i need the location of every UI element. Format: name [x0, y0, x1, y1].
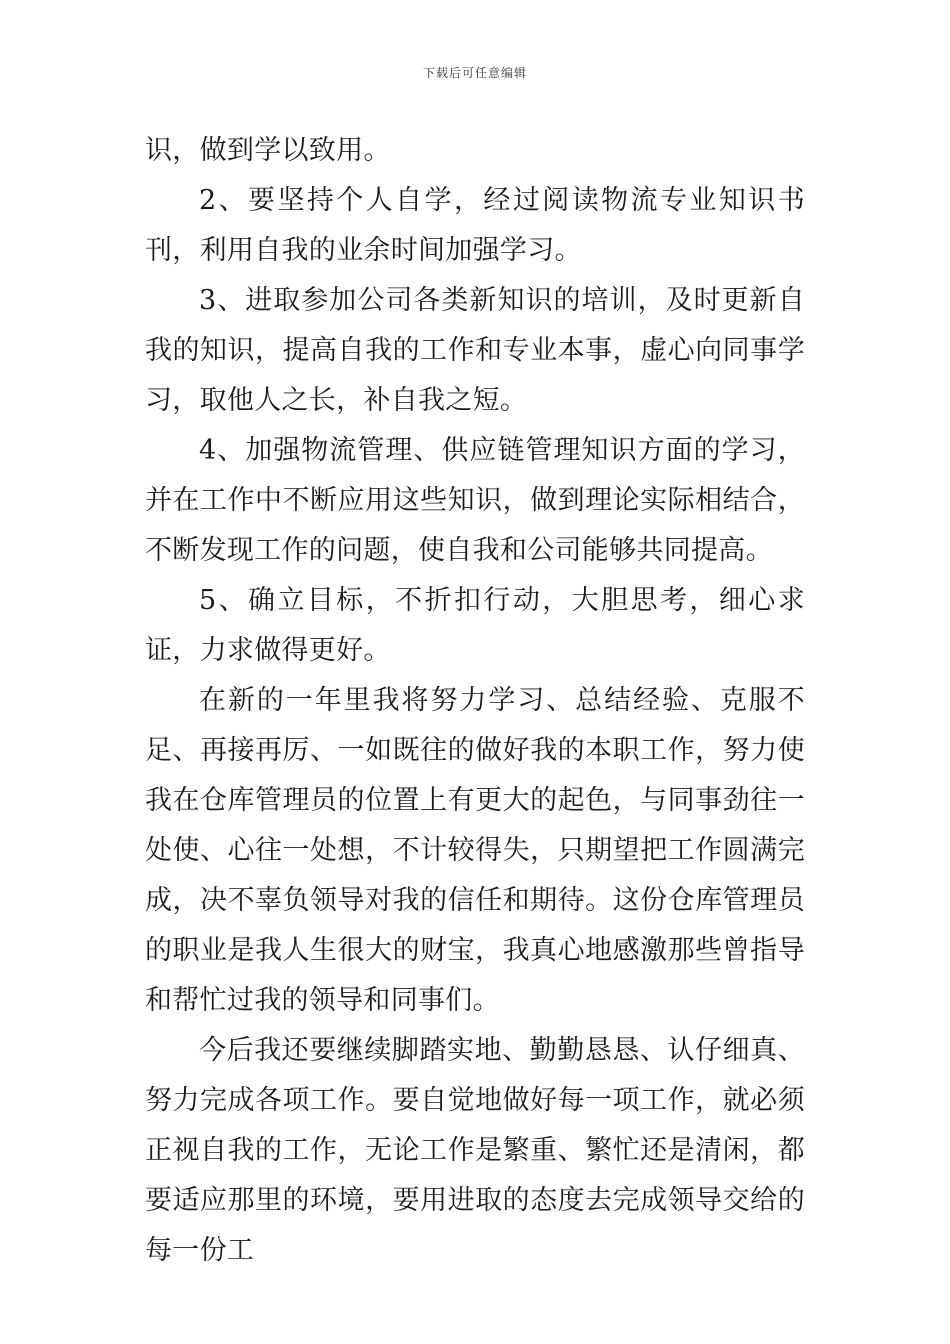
- paragraph-item-3: 3、进取参加公司各类新知识的培训，及时更新自我的知识，提高自我的工作和专业本事，虚心向同事学习，取他人之长，补自我之短。: [145, 285, 805, 416]
- paragraph-future: 今后我还要继续脚踏实地、勤勤恳恳、认仔细真、努力完成各项工作。要自觉地做好每一项工作，就必须正视自我的工作，无论工作是繁重、繁忙还是清闲，都要适应那里的环境，要用进取的态度去完成领导交给的每一份工: [145, 1035, 805, 1266]
- paragraph-item-5: 5、确立目标，不折扣行动，大胆思考，细心求证，力求做得更好。: [145, 585, 805, 666]
- paragraph-item-2: 2、要坚持个人自学，经过阅读物流专业知识书刊，利用自我的业余时间加强学习。: [145, 185, 805, 266]
- paragraph-item-4: 4、加强物流管理、供应链管理知识方面的学习，并在工作中不断应用这些知识，做到理论实际相结合，不断发现工作的问题，使自我和公司能够共同提高。: [145, 435, 805, 566]
- paragraph-continuation: 识，做到学以致用。: [145, 135, 391, 166]
- paragraph-new-year: 在新的一年里我将努力学习、总结经验、克服不足、再接再厉、一如既往的做好我的本职工作，努力使我在仓库管理员的位置上有更大的起色，与同事劲往一处使、心往一处想，不计较得失，只期望把工作圆满完成，决不辜负领导对我的信任和期待。这份仓库管理员的职业是我人生很大的财宝，我真心地感激那些曾指导和帮忙过我的领导和同事们。: [145, 685, 805, 1016]
- document-body: [145, 126, 805, 1276]
- page-header-note: 下载后可任意编辑: [422, 66, 527, 80]
